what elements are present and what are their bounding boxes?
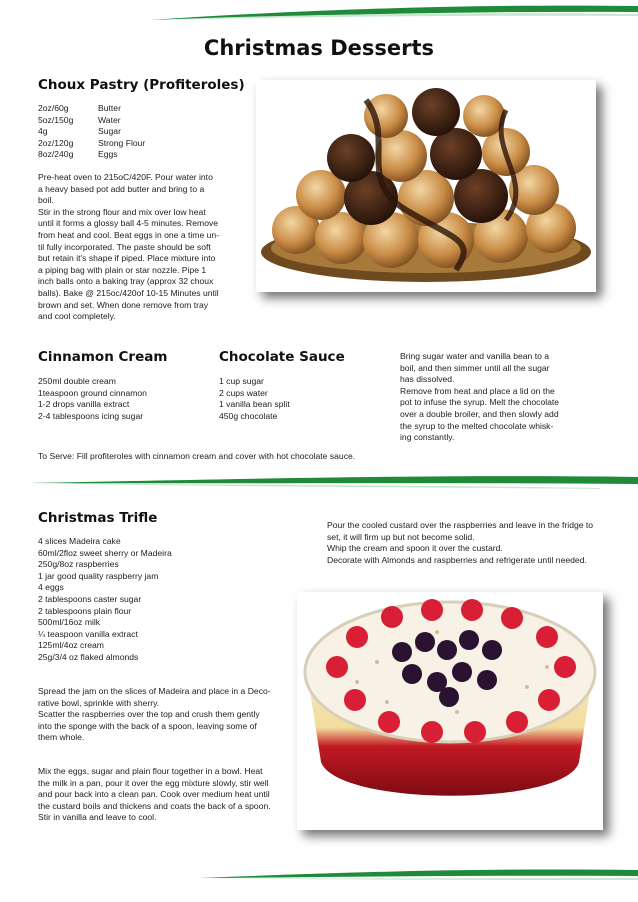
ingredient-row: 2oz/120g Strong Flour bbox=[38, 137, 146, 148]
profiteroles-illustration bbox=[256, 80, 596, 292]
ingredient-row: 5oz/150g Water bbox=[38, 114, 121, 125]
serve-note: To Serve: Fill profiteroles with cinnamon cream and cover with hot chocolate sauce. bbox=[38, 451, 356, 461]
choux-method: Pre-heat oven to 215oC/420F. Pour water into a heavy based pot add butter and bring to a boil. Stir in the strong flour and mix over low heat until it forms a glossy ball 4-5 minutes. Remove from heat and cool. Beat eggs in one a time un- til fully incorporated. The paste should be soft but retain it's shape if piped. Place mixture into a piping bag with plain or star nozzle. Pipe 1 inch balls onto a baking tray (approx 32 choux balls). Bake @ 215oc/420of 10-15 Minutes until brown and set. When done remove from tray and cool completely. bbox=[38, 172, 220, 322]
ingredient-row: 2oz/60g Butter bbox=[38, 103, 121, 113]
trifle-method-custard: Mix the eggs, sugar and plain flour together in a bowl. Heat the milk in a pan, pour it over the egg mixture slowly, stir well and pour back into a clean pan. Cook over medium heat until the custard boils and thickens and coats the back of a spoon. Stir in vanilla and leave to cool. bbox=[38, 766, 271, 823]
trifle-photo bbox=[297, 592, 603, 830]
trifle-illustration bbox=[297, 592, 603, 830]
chocolate-ingredients: 1 cup sugar 2 cups water 1 vanilla bean split 450g chocolate bbox=[219, 376, 290, 421]
ingredient-row: 8oz/240g Eggs bbox=[38, 149, 118, 160]
cinnamon-heading: Cinnamon Cream bbox=[38, 349, 168, 365]
choux-heading: Choux Pastry (Profiteroles) bbox=[38, 77, 245, 93]
cinnamon-ingredients: 250ml double cream 1teaspoon ground cinnamon 1-2 drops vanilla extract 2-4 tablespoons icing sugar bbox=[38, 376, 147, 421]
trifle-heading: Christmas Trifle bbox=[38, 510, 158, 526]
chocolate-method: Bring sugar water and vanilla bean to a boil, and then simmer until all the sugar has dissolved. Remove from heat and place a lid on the pot to infuse the syrup. Melt the chocolate over a double broiler, and then slowly add the syrup to the melted chocolate whisk- ing constantly. bbox=[400, 351, 560, 443]
middle-green-swoosh bbox=[0, 470, 638, 492]
chocolate-heading: Chocolate Sauce bbox=[219, 349, 345, 365]
bottom-green-swoosh bbox=[0, 862, 638, 884]
trifle-method-jam: Spread the jam on the slices of Madeira and place in a Deco- rative bowl, sprinkle with sherry. Scatter the raspberries over the top and crush them gently into the sponge with the back of a spoon, leaving some of them whole. bbox=[38, 686, 271, 743]
page-title: Christmas Desserts bbox=[203, 36, 435, 60]
ingredient-row: 4g Sugar bbox=[38, 126, 121, 137]
profiteroles-photo bbox=[256, 80, 596, 292]
choux-ingredients bbox=[38, 103, 145, 161]
trifle-method-finish: Pour the cooled custard over the raspberries and leave in the fridge to set, it will firm up but not become solid. Whip the cream and spoon it over the custard. Decorate with Almonds and raspberries and refrigerate until needed. bbox=[327, 520, 594, 565]
trifle-ingredients: 4 slices Madeira cake 60ml/2floz sweet sherry or Madeira 250g/8oz raspberries 1 jar good quality raspberry jam 4 eggs 2 tablespoons caster sugar 2 tablespoons plain flour 500ml/16oz milk ¼ teaspoon vanilla extract 125ml/4oz cream 25g/3/4 oz flaked almonds bbox=[38, 536, 172, 662]
top-green-swoosh bbox=[0, 0, 638, 24]
